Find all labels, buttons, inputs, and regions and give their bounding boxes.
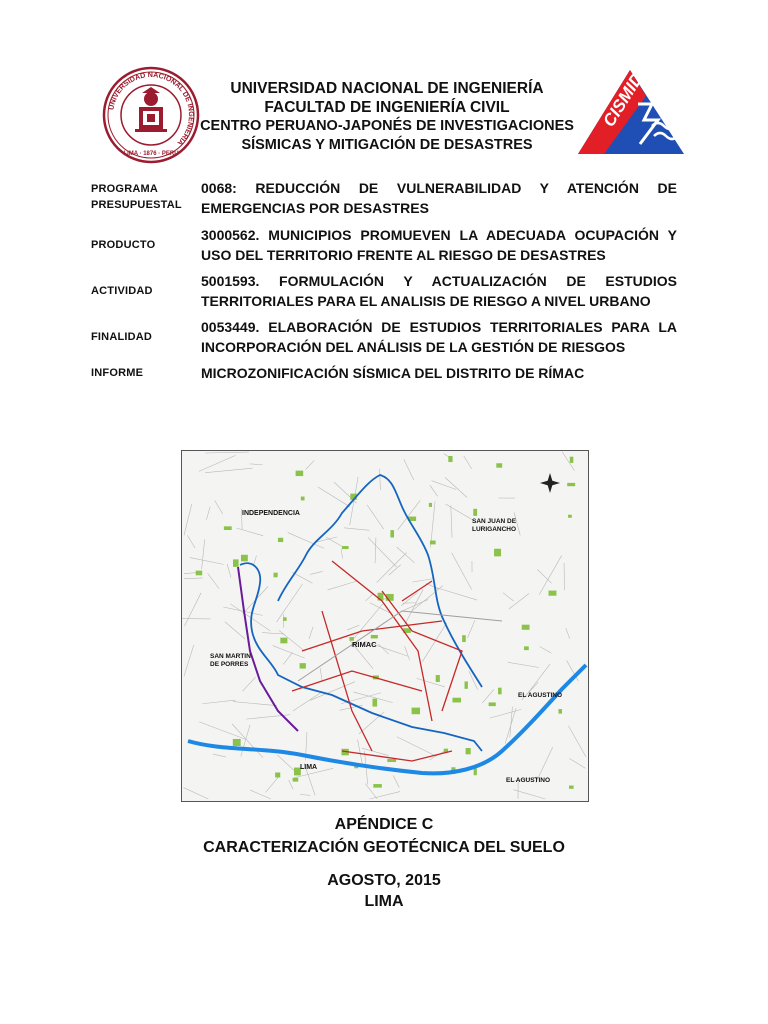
faculty-name: FACULTAD DE INGENIERÍA CIVIL bbox=[264, 99, 510, 116]
document-date: AGOSTO, 2015 bbox=[327, 872, 441, 889]
label-independencia: INDEPENDENCIA bbox=[242, 510, 300, 517]
park-area bbox=[275, 772, 280, 777]
park-area bbox=[283, 617, 286, 621]
seal-ring-text: UNIVERSIDAD NACIONAL DE INGENIERIA bbox=[106, 69, 197, 148]
park-area bbox=[430, 541, 436, 545]
park-area bbox=[498, 688, 502, 695]
seal-bottom-text: LIMA · 1876 · PERU bbox=[123, 151, 179, 157]
park-area bbox=[293, 778, 299, 782]
park-area bbox=[524, 646, 529, 650]
info-row-finalidad bbox=[91, 317, 677, 357]
park-area bbox=[568, 515, 572, 518]
district-map bbox=[181, 450, 589, 802]
info-value: 3000562. MUNICIPIOS PROMUEVEN LA ADECUADA OCUPACIÓN Y USO DEL TERRITORIO FRENTE AL RIESGO DE DESASTRES bbox=[201, 227, 677, 263]
info-value: MICROZONIFICACIÓN SÍSMICA DEL DISTRITO DE RÍMAC bbox=[201, 365, 585, 381]
info-value: 5001593. FORMULACIÓN Y ACTUALIZACIÓN DE ESTUDIOS TERRITORIALES PARA EL ANALISIS DE RIESGO A NIVEL URBANO bbox=[201, 273, 677, 309]
info-label: FINALIDAD bbox=[91, 331, 153, 343]
cismid-text: CISMID bbox=[599, 69, 647, 131]
center-name-line2: SÍSMICAS Y MITIGACIÓN DE DESASTRES bbox=[241, 137, 533, 153]
park-area bbox=[280, 638, 287, 644]
cismid-logo bbox=[574, 64, 688, 158]
park-area bbox=[473, 509, 477, 516]
park-area bbox=[300, 663, 306, 668]
park-area bbox=[196, 571, 202, 576]
info-row-informe bbox=[91, 363, 677, 383]
document-place: LIMA bbox=[364, 893, 404, 910]
park-area bbox=[373, 784, 381, 788]
park-area bbox=[224, 526, 232, 530]
info-value: 0053449. ELABORACIÓN DE ESTUDIOS TERRITORIALES PARA LA INCORPORACIÓN DEL ANÁLISIS DE LA GESTIÓN DE RIESGOS bbox=[201, 319, 677, 355]
park-area bbox=[494, 549, 501, 557]
park-area bbox=[233, 739, 241, 746]
park-area bbox=[466, 748, 471, 754]
university-name: UNIVERSIDAD NACIONAL DE INGENIERÍA bbox=[230, 80, 544, 97]
info-row-producto bbox=[91, 225, 677, 265]
park-area bbox=[448, 456, 452, 462]
info-value: 0068: REDUCCIÓN DE VULNERABILIDAD Y ATENCIÓN DE EMERGENCIAS POR DESASTRES bbox=[201, 180, 677, 216]
park-area bbox=[558, 709, 562, 714]
park-area bbox=[436, 675, 440, 682]
park-area bbox=[522, 625, 530, 630]
park-area bbox=[301, 497, 305, 501]
info-label: INFORME bbox=[91, 367, 144, 379]
appendix-subtitle: CARACTERIZACIÓN GEOTÉCNICA DEL SUELO bbox=[203, 839, 565, 856]
label-smp-2: DE PORRES bbox=[210, 661, 249, 668]
center-name-line1: CENTRO PERUANO-JAPONÉS DE INVESTIGACIONES bbox=[200, 118, 574, 134]
park-area bbox=[390, 530, 394, 537]
park-area bbox=[278, 538, 283, 542]
park-area bbox=[452, 698, 460, 703]
park-area bbox=[241, 555, 248, 562]
park-area bbox=[274, 573, 278, 578]
park-area bbox=[387, 759, 396, 762]
info-label: PROGRAMA PRESUPUESTAL bbox=[91, 183, 182, 211]
label-el-agustino-1: EL AGUSTINO bbox=[518, 692, 563, 699]
info-label: ACTIVIDAD bbox=[91, 285, 153, 297]
uni-seal-logo bbox=[102, 63, 200, 167]
label-smp-1: SAN MARTIN bbox=[210, 653, 251, 660]
label-lima: LIMA bbox=[300, 764, 318, 771]
park-area bbox=[570, 457, 574, 463]
park-area bbox=[462, 635, 466, 642]
park-area bbox=[549, 591, 557, 596]
park-area bbox=[372, 699, 377, 707]
label-sjl-1: SAN JUAN DE bbox=[472, 518, 517, 525]
park-area bbox=[342, 546, 349, 549]
park-area bbox=[569, 786, 574, 789]
park-area bbox=[496, 463, 502, 467]
park-area bbox=[567, 483, 575, 486]
park-area bbox=[489, 702, 496, 706]
institution-header bbox=[190, 79, 584, 155]
park-area bbox=[429, 503, 432, 507]
info-row-actividad bbox=[91, 271, 677, 311]
info-table bbox=[91, 178, 677, 383]
park-area bbox=[233, 559, 239, 567]
label-rimac: RIMAC bbox=[352, 640, 377, 649]
park-area bbox=[474, 768, 477, 775]
info-row-programa bbox=[91, 178, 677, 218]
appendix-title: APÉNDICE C bbox=[334, 816, 434, 833]
park-area bbox=[296, 471, 304, 476]
park-area bbox=[465, 681, 468, 688]
park-area bbox=[371, 635, 378, 638]
label-sjl-2: LURIGANCHO bbox=[472, 526, 517, 533]
info-label: PRODUCTO bbox=[91, 239, 156, 251]
label-el-agustino-2: EL AGUSTINO bbox=[506, 777, 551, 784]
park-area bbox=[412, 708, 420, 715]
